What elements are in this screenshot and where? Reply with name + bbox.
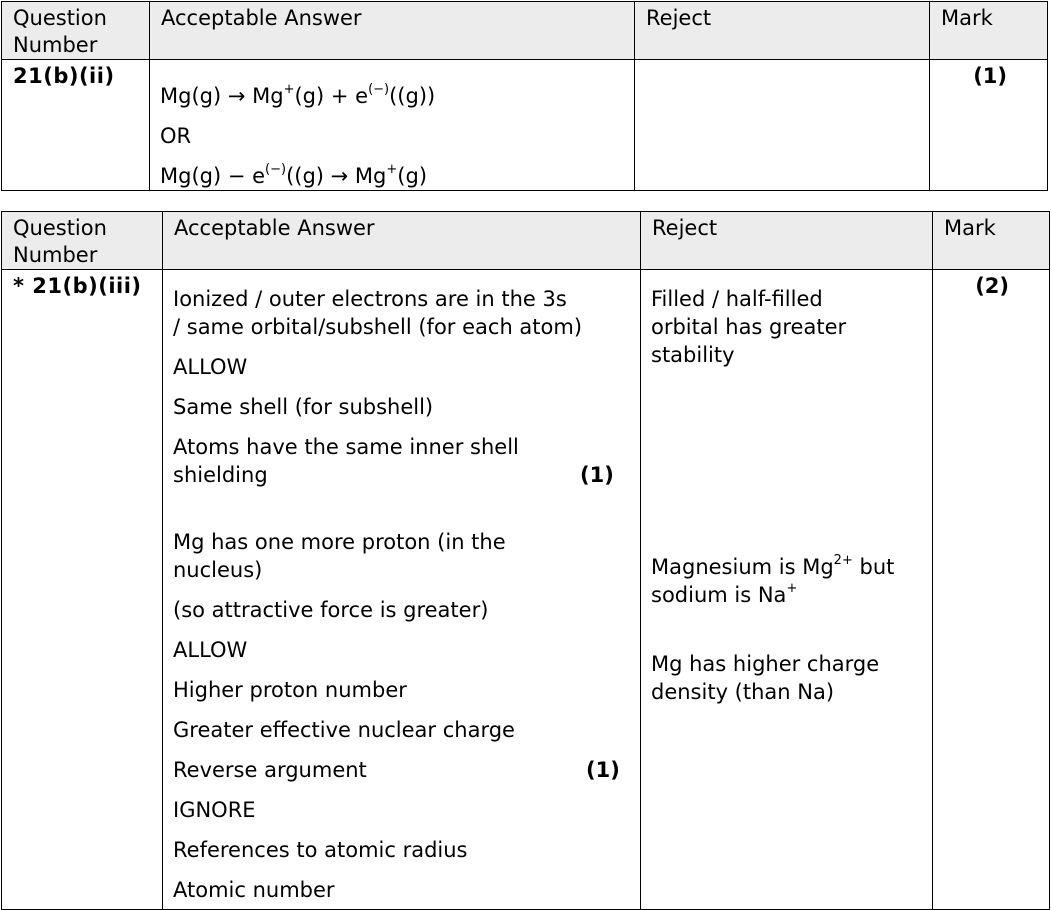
question-number-cell: * 21(b)(iii) — [2, 270, 163, 910]
allow-label-2: ALLOW — [173, 638, 248, 662]
mark-a: (1) — [580, 463, 614, 487]
equation-2: Mg(g) − e(−)((g) → Mg+(g) — [160, 162, 428, 188]
or-text: OR — [160, 124, 192, 148]
same-shell-text: Same shell (for subshell) — [173, 395, 434, 419]
header-row — [2, 212, 1050, 270]
answer-point-2-line-2: nucleus) — [173, 558, 263, 582]
allow-label: ALLOW — [173, 355, 248, 379]
reject-2-line-2: sodium is Na+ — [651, 581, 798, 607]
higher-proton-text: Higher proton number — [173, 678, 407, 702]
reject-1-line-3: stability — [651, 343, 735, 367]
atomic-radius-text: References to atomic radius — [173, 838, 468, 862]
header-mark: Mark — [930, 2, 1048, 60]
inner-shell-line-1: Atoms have the same inner shell — [173, 435, 519, 459]
mark-cell: (1) — [930, 60, 1048, 191]
reject-1-line-2: orbital has greater — [651, 315, 847, 339]
header-reject: Reject — [641, 212, 933, 270]
reject-3-line-1: Mg has higher charge — [651, 652, 880, 676]
reject-1-line-1: Filled / half-filled — [651, 287, 823, 311]
answer-point-1-line-2: / same orbital/subshell (for each atom) — [173, 315, 583, 339]
answer-point-2-line-1: Mg has one more proton (in the — [173, 530, 506, 554]
header-question-number: Question Number — [2, 2, 150, 60]
acceptable-answer-cell — [150, 60, 635, 191]
mark-scheme-table-21biii — [1, 211, 1050, 910]
answer-point-1-line-1: Ionized / outer electrons are in the 3s — [173, 287, 567, 311]
header-row — [2, 2, 1048, 60]
reject-cell — [641, 270, 933, 910]
inner-shell-line-2: shielding (1) — [173, 463, 614, 487]
effective-charge-text: Greater effective nuclear charge — [173, 718, 515, 742]
ignore-label: IGNORE — [173, 798, 256, 822]
atomic-number-text: Atomic number — [173, 878, 335, 902]
reject-3-line-2: density (than Na) — [651, 680, 835, 704]
header-question-number: Question Number — [2, 212, 163, 270]
attractive-force-text: (so attractive force is greater) — [173, 598, 489, 622]
header-reject: Reject — [635, 2, 930, 60]
header-mark: Mark — [933, 212, 1050, 270]
reject-cell — [635, 60, 930, 191]
header-acceptable-answer: Acceptable Answer — [150, 2, 635, 60]
header-acceptable-answer: Acceptable Answer — [163, 212, 641, 270]
mark-b: (1) — [586, 758, 620, 782]
mark-cell: (2) — [933, 270, 1050, 910]
question-number-cell: 21(b)(ii) — [2, 60, 150, 191]
answer-row — [2, 270, 1050, 910]
reject-2-line-1: Magnesium is $Mg^{2+}$ but — [651, 553, 895, 579]
answer-row — [2, 60, 1048, 191]
mark-scheme-table-21bii — [1, 1, 1048, 191]
equation-1: Mg(g) → Mg+(g) + e(−)((g)) — [160, 82, 436, 108]
acceptable-answer-cell — [163, 270, 641, 910]
reverse-argument-text: Reverse argument (1) — [173, 758, 620, 782]
